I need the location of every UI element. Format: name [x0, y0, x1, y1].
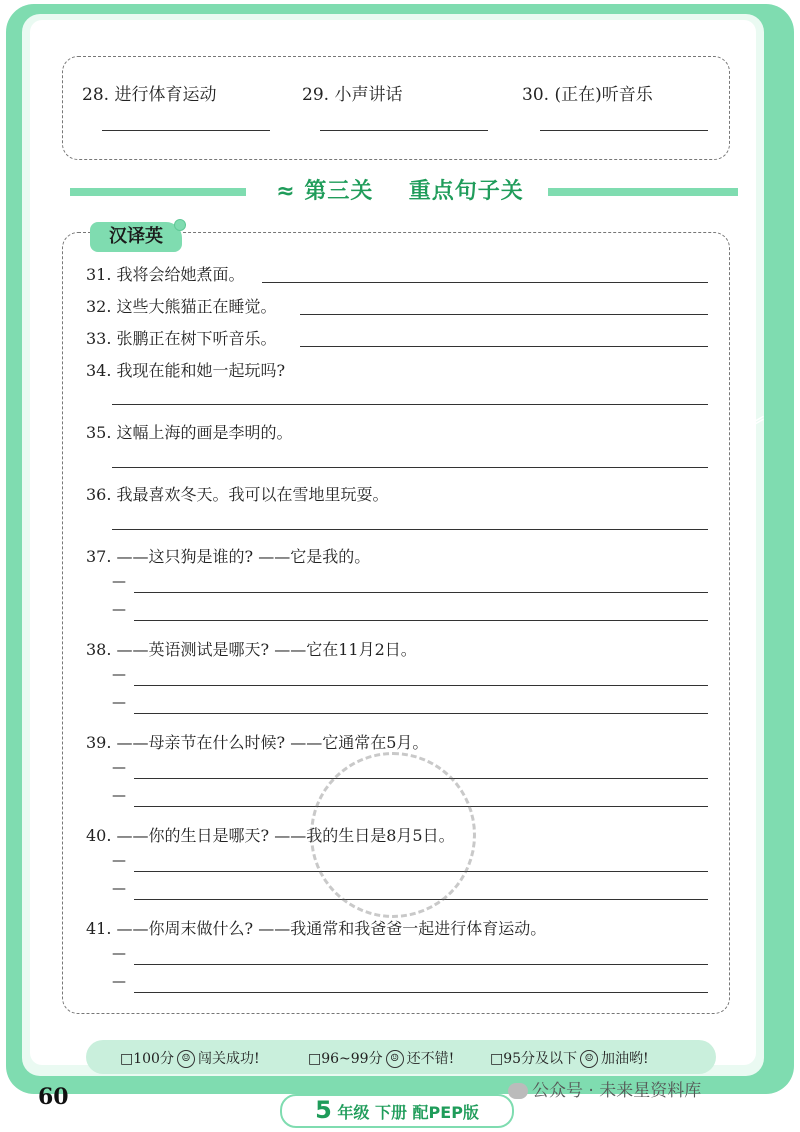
question-37: [86, 544, 370, 567]
phrase-number: 29.: [302, 85, 330, 105]
dialogue-dash: —: [112, 974, 126, 990]
question-34: [86, 358, 285, 381]
grade-label: 年级: [337, 1103, 370, 1122]
score-bar: [86, 1040, 716, 1074]
smiley-icon: ☺: [386, 1050, 404, 1068]
chevron-decoration-icon: ︾: [40, 92, 60, 116]
question-text: ——这只狗是谁的? ——它是我的。: [116, 547, 371, 566]
question-38: [86, 637, 417, 660]
answer-line[interactable]: [320, 130, 488, 131]
section-level: 第三关: [304, 179, 374, 204]
question-text: 我现在能和她一起玩吗?: [116, 361, 286, 380]
answer-line[interactable]: [300, 346, 708, 347]
answer-line[interactable]: [300, 314, 708, 315]
section-subtitle: 重点句子关: [408, 179, 524, 204]
question-text: 张鹏正在树下听音乐。: [116, 329, 277, 348]
dialogue-dash: —: [112, 667, 126, 683]
question-text: 这幅上海的画是李明的。: [116, 423, 293, 442]
smiley-icon: ☺: [177, 1050, 195, 1068]
phrase-box: [62, 56, 730, 160]
edition-label: 配PEP版: [412, 1103, 479, 1122]
section-title: [250, 174, 550, 210]
answer-line[interactable]: [134, 592, 708, 593]
question-text: ——你的生日是哪天? ——我的生日是8月5日。: [116, 826, 455, 845]
question-number: 38.: [86, 640, 112, 659]
phrase-number: 28.: [82, 85, 110, 105]
score-range: □95分及以下: [490, 1051, 578, 1067]
question-31: [86, 262, 245, 285]
watermark-text: 公众号 · 未来星资料库: [532, 1081, 702, 1101]
grade-number: 5: [315, 1096, 332, 1124]
dialogue-dash: —: [112, 574, 126, 590]
score-message: 闯关成功!: [197, 1051, 260, 1067]
phrase-text: 进行体育运动: [114, 85, 217, 105]
grade-footer: [280, 1094, 514, 1128]
question-number: 35.: [86, 423, 112, 442]
question-32: [86, 294, 277, 317]
answer-line[interactable]: [102, 130, 270, 131]
score-range: □100分: [120, 1051, 174, 1067]
question-number: 34.: [86, 361, 112, 380]
answer-line[interactable]: [134, 713, 708, 714]
answer-line[interactable]: [134, 964, 708, 965]
term-label: 下册: [374, 1103, 407, 1122]
question-number: 40.: [86, 826, 112, 845]
dialogue-dash: —: [112, 788, 126, 804]
wechat-icon: [508, 1083, 528, 1099]
question-33: [86, 326, 277, 349]
question-number: 31.: [86, 265, 112, 284]
question-text: 我最喜欢冬天。我可以在雪地里玩耍。: [116, 485, 389, 504]
score-option-100[interactable]: [120, 1048, 260, 1068]
chevron-decoration-icon: ︾: [744, 414, 764, 438]
phrase-text: 小声讲话: [334, 85, 403, 105]
question-text: ——英语测试是哪天? ——它在11月2日。: [116, 640, 417, 659]
question-text: 我将会给她煮面。: [116, 265, 245, 284]
score-option-96-99[interactable]: [308, 1048, 454, 1068]
phrase-28: [82, 80, 216, 105]
phrase-text: (正在)听音乐: [554, 85, 653, 105]
tag-dot-icon: [174, 219, 186, 231]
dialogue-dash: —: [112, 853, 126, 869]
phrase-29: [302, 80, 402, 105]
score-message: 还不错!: [406, 1051, 455, 1067]
answer-line[interactable]: [262, 282, 708, 283]
answer-line[interactable]: [112, 467, 708, 468]
smiley-icon: ☺: [580, 1050, 598, 1068]
question-35: [86, 420, 293, 443]
dialogue-dash: —: [112, 760, 126, 776]
phrase-number: 30.: [522, 85, 550, 105]
answer-line[interactable]: [134, 620, 708, 621]
banner-line-left: [70, 188, 246, 196]
question-41: [86, 916, 546, 939]
question-36: [86, 482, 389, 505]
wave-icon: ≈: [276, 179, 296, 204]
question-number: 39.: [86, 733, 112, 752]
question-39: [86, 730, 428, 753]
score-range: □96~99分: [308, 1051, 383, 1067]
banner-line-right: [548, 188, 738, 196]
answer-line[interactable]: [134, 685, 708, 686]
watermark: [508, 1076, 701, 1101]
question-number: 33.: [86, 329, 112, 348]
question-number: 32.: [86, 297, 112, 316]
dialogue-dash: —: [112, 946, 126, 962]
answer-line[interactable]: [112, 404, 708, 405]
question-number: 37.: [86, 547, 112, 566]
dialogue-dash: —: [112, 881, 126, 897]
section-tag: 汉译英: [90, 222, 182, 252]
answer-line[interactable]: [134, 992, 708, 993]
question-number: 41.: [86, 919, 112, 938]
question-text: 这些大熊猫正在睡觉。: [116, 297, 277, 316]
answer-line[interactable]: [540, 130, 708, 131]
page-number: 60: [38, 1084, 69, 1110]
answer-line[interactable]: [112, 529, 708, 530]
question-number: 36.: [86, 485, 112, 504]
score-message: 加油哟!: [601, 1051, 649, 1067]
dialogue-dash: —: [112, 602, 126, 618]
question-text: ——你周末做什么? ——我通常和我爸爸一起进行体育运动。: [116, 919, 547, 938]
phrase-30: [522, 80, 653, 105]
dialogue-dash: —: [112, 695, 126, 711]
score-option-95-below[interactable]: [490, 1048, 649, 1068]
question-text: ——母亲节在什么时候? ——它通常在5月。: [116, 733, 429, 752]
stamp-seal: [310, 752, 476, 918]
